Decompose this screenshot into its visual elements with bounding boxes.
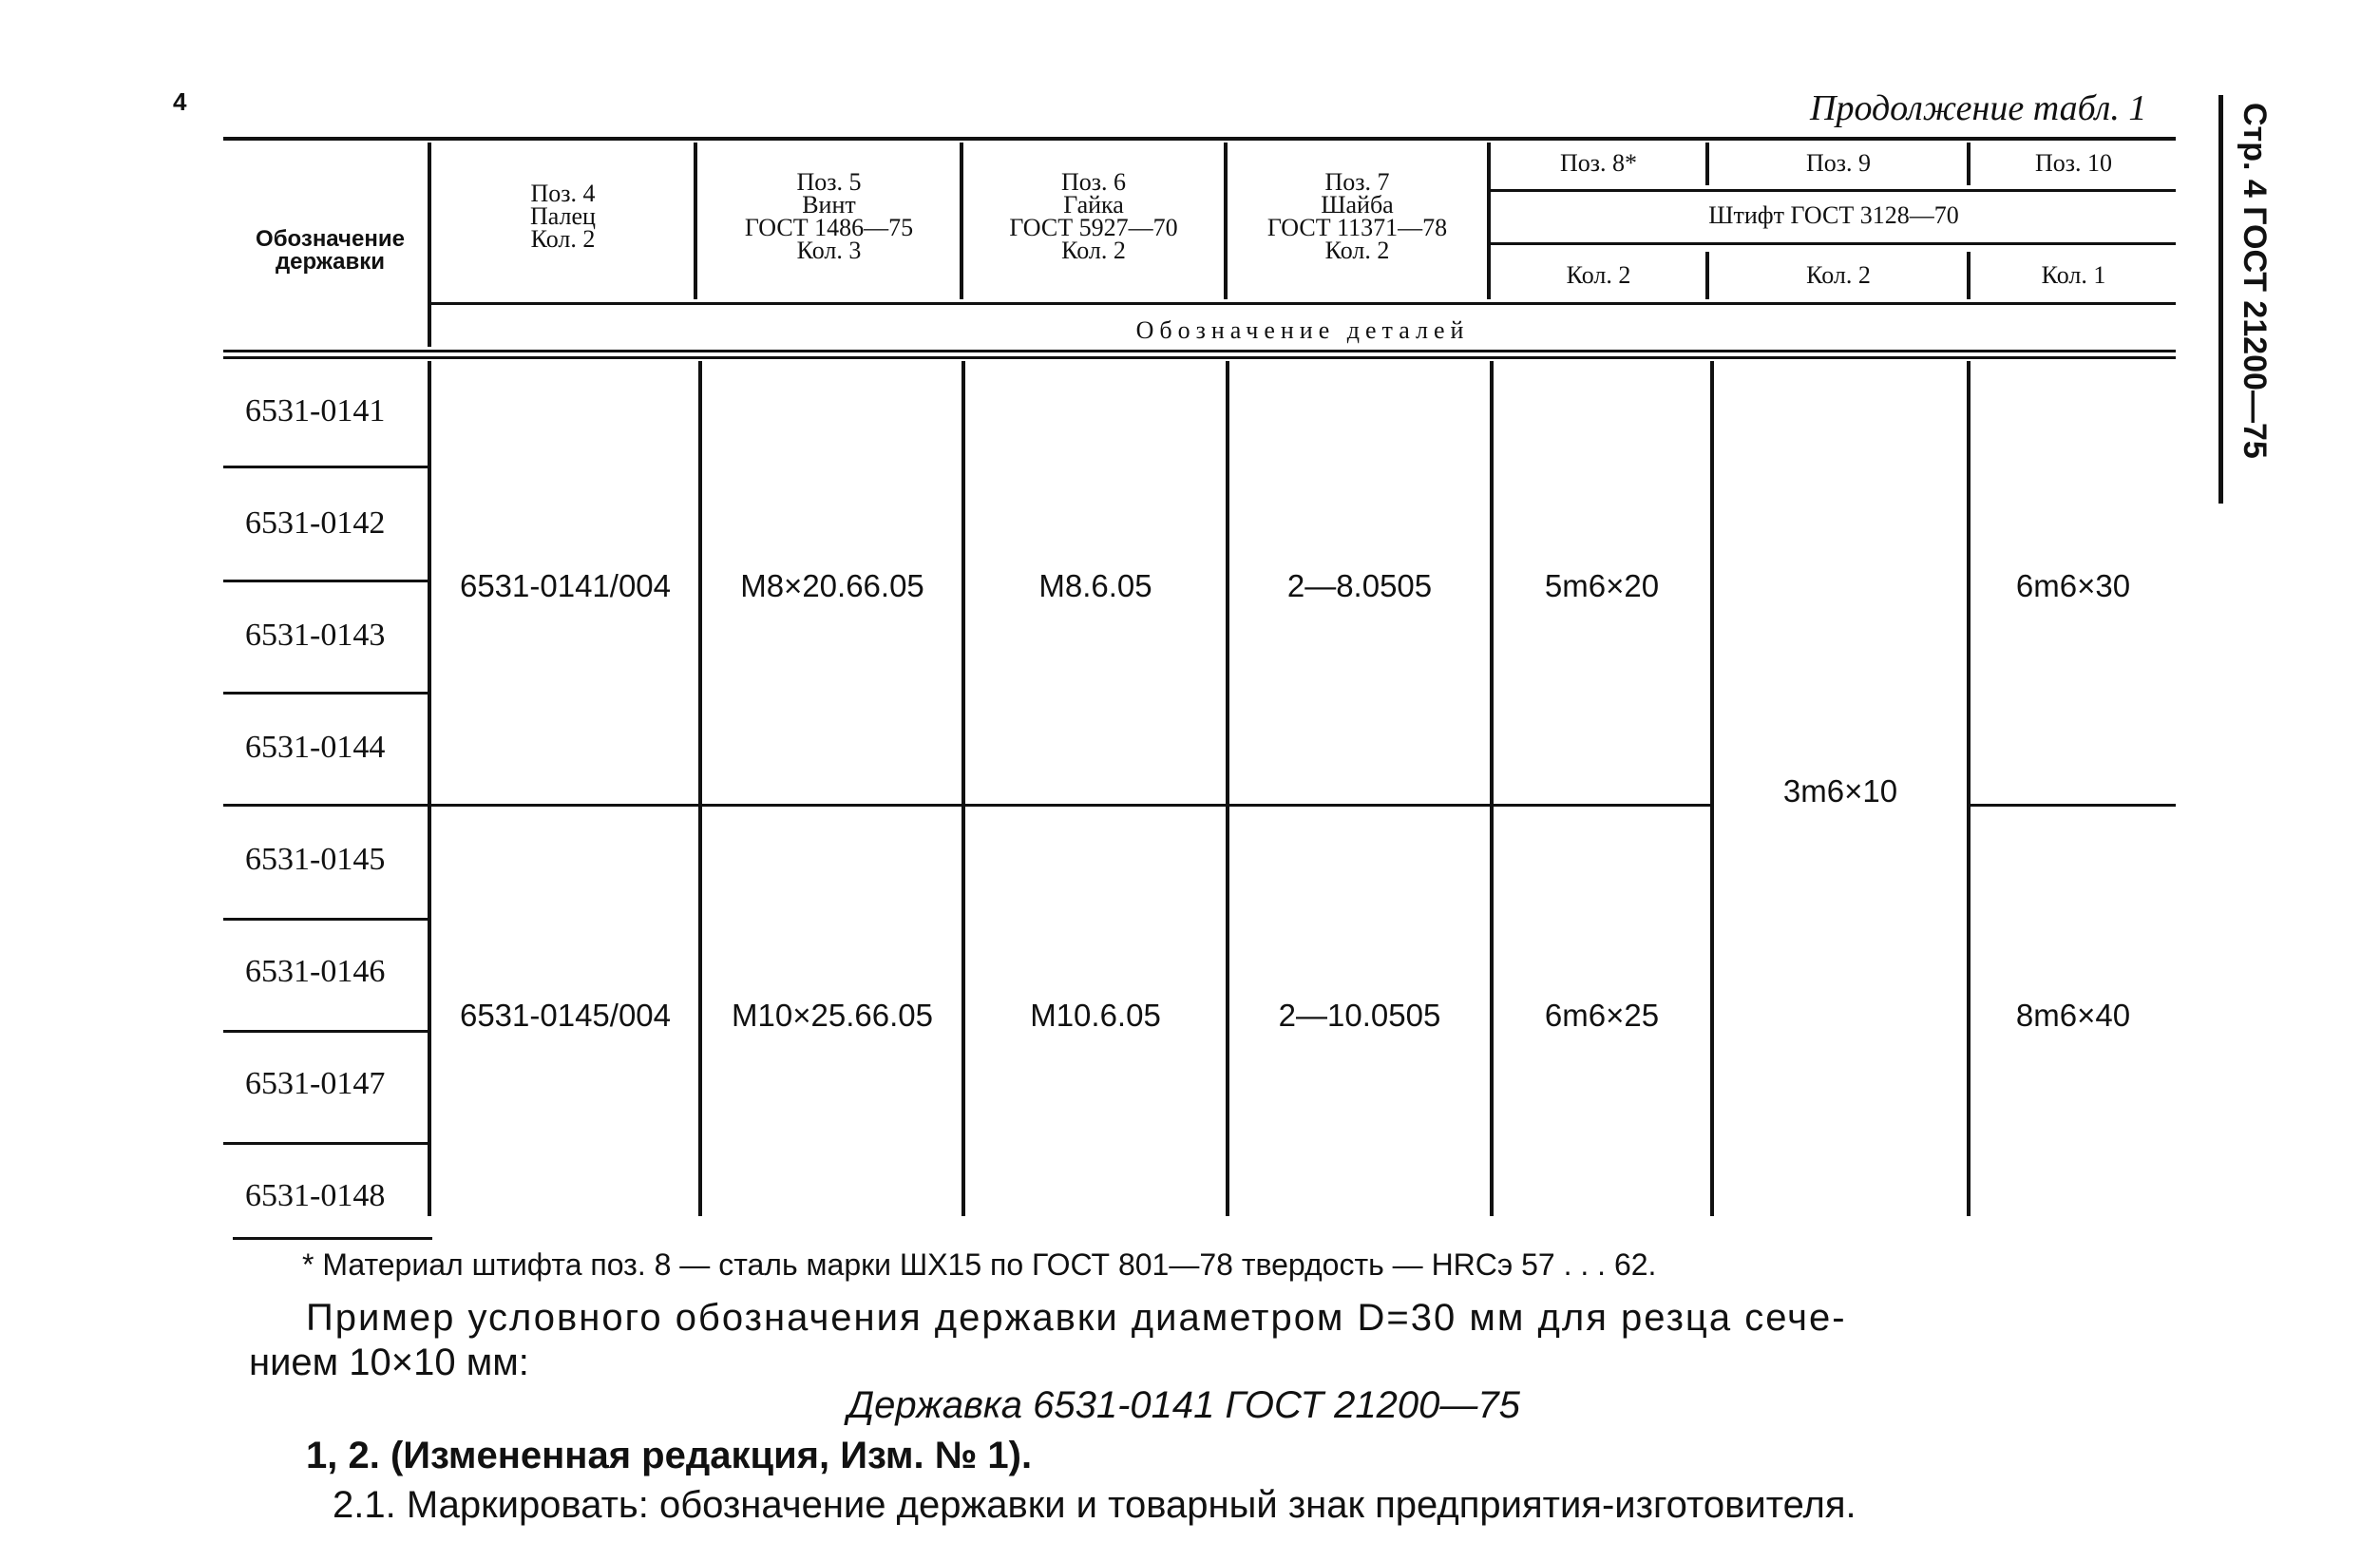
page-mark: 4 bbox=[173, 87, 187, 116]
body-divider bbox=[1226, 361, 1229, 1216]
holder-row-rule bbox=[223, 918, 428, 921]
body-divider bbox=[1490, 361, 1494, 1216]
header-pos10: Поз. 10 bbox=[2034, 149, 2113, 177]
header-pos7 bbox=[1228, 168, 1487, 264]
pos9-shared-value: 3m6×10 bbox=[1782, 773, 1898, 809]
header-pos4-line3: Кол. 2 bbox=[530, 225, 596, 253]
header-pos6-line4: Кол. 2 bbox=[1061, 237, 1126, 264]
header-qty8: Кол. 2 bbox=[1566, 261, 1631, 289]
holder-row-rule bbox=[223, 804, 428, 807]
group2-pos10: 8m6×40 bbox=[2015, 998, 2131, 1033]
holder-code: 6531-0143 bbox=[245, 618, 386, 653]
header-divider bbox=[694, 143, 697, 299]
header-holder-line2: державки bbox=[275, 249, 386, 275]
group2-pos5: M10×25.66.05 bbox=[732, 998, 933, 1033]
header-divider bbox=[1705, 143, 1709, 185]
group2-pos7: 2—10.0505 bbox=[1278, 998, 1441, 1033]
header-pos7-line4: Кол. 2 bbox=[1324, 237, 1390, 264]
holder-code: 6531-0144 bbox=[245, 730, 386, 765]
header-pos5 bbox=[698, 168, 960, 264]
group1-pos10: 6m6×30 bbox=[2015, 568, 2131, 603]
holder-code: 6531-0141 bbox=[245, 393, 386, 428]
holder-code: 6531-0148 bbox=[245, 1178, 386, 1213]
body-divider bbox=[962, 361, 965, 1216]
holder-row-rule bbox=[223, 580, 428, 582]
table-footnote: * Материал штифта поз. 8 — сталь марки ШХ15 по ГОСТ 801—78 твердость — HRCэ 57 . . . 62. bbox=[302, 1247, 1657, 1282]
header-parts-designation: Обозначение деталей bbox=[1135, 316, 1470, 344]
header-pos7-line1: Поз. 7 bbox=[1324, 168, 1390, 196]
header-rule bbox=[1489, 242, 2176, 245]
revision-note: 1, 2. (Измененная редакция, Изм. № 1). bbox=[306, 1435, 1033, 1476]
header-pos4-line1: Поз. 4 bbox=[530, 180, 596, 207]
table-top-rule bbox=[223, 137, 2176, 141]
header-pos6-line1: Поз. 6 bbox=[1060, 168, 1127, 196]
header-qty10: Кол. 1 bbox=[2041, 261, 2106, 289]
header-pos5-line4: Кол. 3 bbox=[796, 237, 862, 264]
header-divider bbox=[428, 143, 431, 347]
table-bottom-rule bbox=[233, 1237, 432, 1240]
side-title-rule bbox=[2218, 95, 2223, 504]
header-divider bbox=[1705, 252, 1709, 299]
side-running-title: Стр. 4 ГОСТ 21200—75 bbox=[2237, 103, 2273, 459]
header-pos5-line3: ГОСТ 1486—75 bbox=[744, 214, 914, 241]
header-pos9: Поз. 9 bbox=[1805, 149, 1872, 177]
group1-pos4: 6531-0141/004 bbox=[459, 568, 672, 603]
holder-code: 6531-0147 bbox=[245, 1066, 386, 1101]
header-pos7-line2: Шайба bbox=[1321, 191, 1394, 219]
header-divider bbox=[1967, 143, 1971, 185]
header-pos6-line3: ГОСТ 5927—70 bbox=[1009, 214, 1178, 241]
header-divider bbox=[1967, 252, 1971, 299]
group-separator bbox=[1969, 804, 2176, 807]
group1-pos6: M8.6.05 bbox=[1038, 568, 1152, 603]
group2-pos4: 6531-0145/004 bbox=[459, 998, 672, 1033]
header-rule bbox=[429, 302, 2176, 305]
group2-pos8: 6m6×25 bbox=[1544, 998, 1660, 1033]
group-separator bbox=[429, 804, 1710, 807]
header-pos4 bbox=[432, 182, 694, 251]
table-continuation-title: Продолжение табл. 1 bbox=[1810, 88, 2147, 128]
body-divider bbox=[698, 361, 702, 1216]
example-designation: Державка 6531-0141 ГОСТ 21200—75 bbox=[847, 1384, 1520, 1426]
holder-row-rule bbox=[223, 1030, 428, 1033]
header-holder bbox=[233, 228, 428, 274]
header-pos4-line2: Палец bbox=[530, 202, 596, 230]
header-pos6-line2: Гайка bbox=[1063, 191, 1124, 219]
holder-code: 6531-0142 bbox=[245, 505, 386, 541]
header-holder-line1: Обозначение bbox=[256, 226, 405, 252]
holder-code: 6531-0146 bbox=[245, 954, 386, 989]
header-divider bbox=[1487, 143, 1491, 299]
example-line-1: Пример условного обозначения державки диаметром D=30 мм для резца сече- bbox=[306, 1297, 1847, 1339]
body-divider bbox=[428, 361, 431, 1216]
body-divider bbox=[1967, 361, 1971, 1216]
group2-pos6: M10.6.05 bbox=[1030, 998, 1161, 1033]
header-pos7-line3: ГОСТ 11371—78 bbox=[1266, 214, 1448, 241]
header-bottom-rule bbox=[223, 356, 2176, 359]
group1-pos7: 2—8.0505 bbox=[1286, 568, 1433, 603]
holder-row-rule bbox=[223, 692, 428, 695]
example-line-2: нием 10×10 мм: bbox=[249, 1342, 529, 1383]
header-pos6 bbox=[963, 168, 1224, 264]
holder-row-rule bbox=[223, 466, 428, 468]
header-bottom-rule bbox=[223, 350, 2176, 352]
group1-pos5: M8×20.66.05 bbox=[740, 568, 924, 603]
header-rule bbox=[1489, 189, 2176, 192]
header-pin-gost: Штифт ГОСТ 3128—70 bbox=[1708, 201, 1959, 229]
group1-pos8: 5m6×20 bbox=[1544, 568, 1660, 603]
header-pos5-line1: Поз. 5 bbox=[796, 168, 862, 196]
header-pos5-line2: Винт bbox=[802, 191, 856, 219]
header-qty9: Кол. 2 bbox=[1806, 261, 1871, 289]
clause-2-1: 2.1. Маркировать: обозначение державки и товарный знак предприятия-изготовителя. bbox=[333, 1484, 1856, 1526]
holder-row-rule bbox=[223, 1142, 428, 1145]
holder-code: 6531-0145 bbox=[245, 842, 386, 877]
header-pos8: Поз. 8* bbox=[1559, 149, 1638, 177]
